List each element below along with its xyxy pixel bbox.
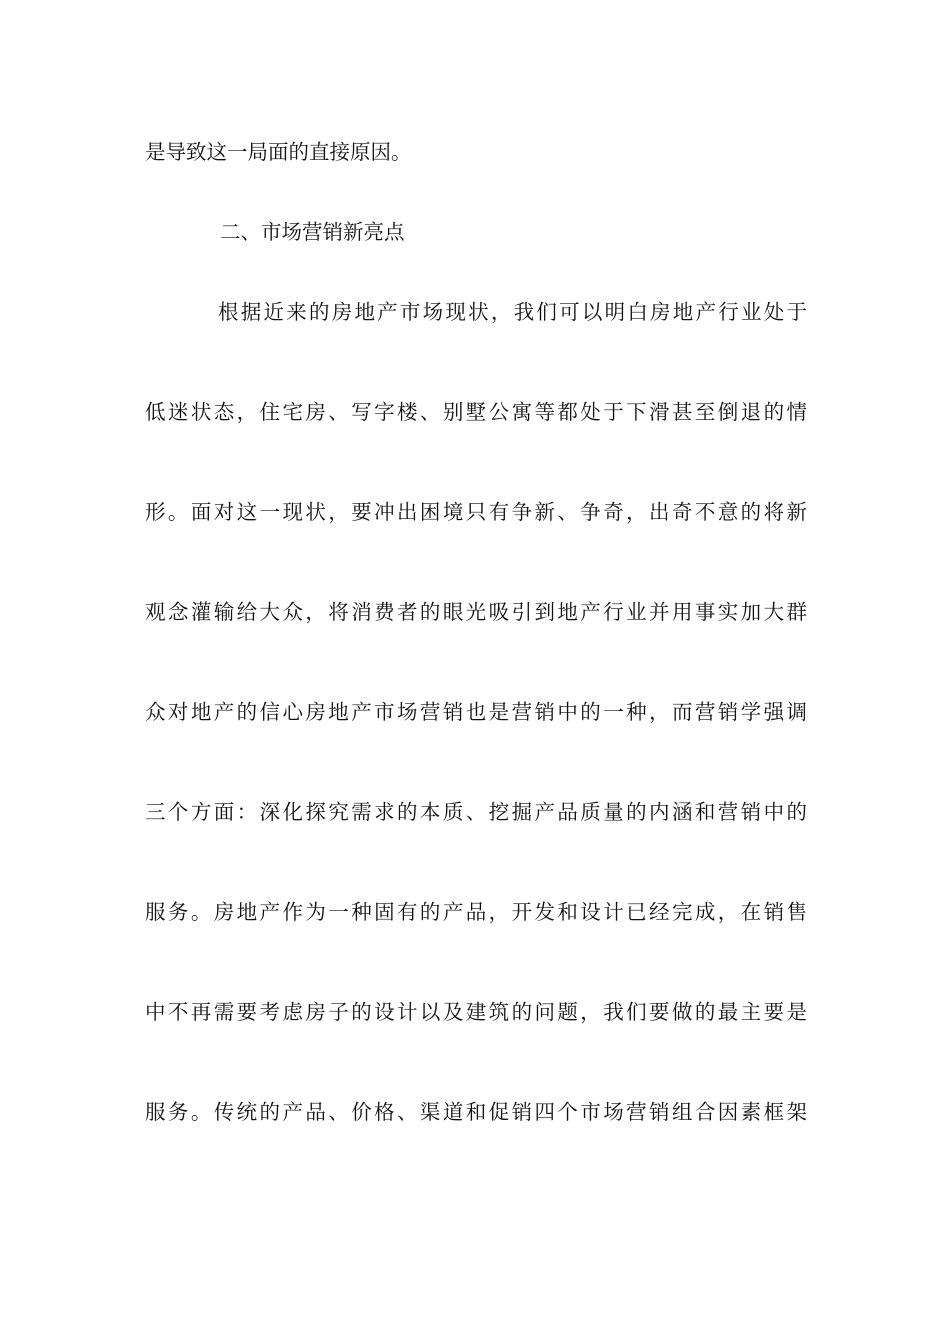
paragraph-line-continuation: 是导致这一局面的直接原因。 (145, 140, 412, 164)
paragraph-line: 三个方面：深化探究需求的本质、挖掘产品质量的内涵和营销中的 (145, 800, 807, 824)
section-heading: 二、市场营销新亮点 (220, 220, 405, 244)
paragraph-line: 观念灌输给大众，将消费者的眼光吸引到地产行业并用事实加大群 (145, 600, 807, 624)
paragraph-line: 服务。传统的产品、价格、渠道和促销四个市场营销组合因素框架 (145, 1100, 807, 1124)
paragraph-line: 中不再需要考虑房子的设计以及建筑的问题，我们要做的最主要是 (145, 1000, 807, 1024)
paragraph-line: 低迷状态，住宅房、写字楼、别墅公寓等都处于下滑甚至倒退的情 (145, 400, 807, 424)
paragraph-line: 根据近来的房地产市场现状，我们可以明白房地产行业处于 (218, 300, 807, 324)
paragraph-line: 形。面对这一现状，要冲出困境只有争新、争奇，出奇不意的将新 (145, 500, 807, 524)
paragraph-line: 服务。房地产作为一种固有的产品，开发和设计已经完成，在销售 (145, 900, 807, 924)
paragraph-line: 众对地产的信心房地产市场营销也是营销中的一种，而营销学强调 (145, 700, 807, 724)
